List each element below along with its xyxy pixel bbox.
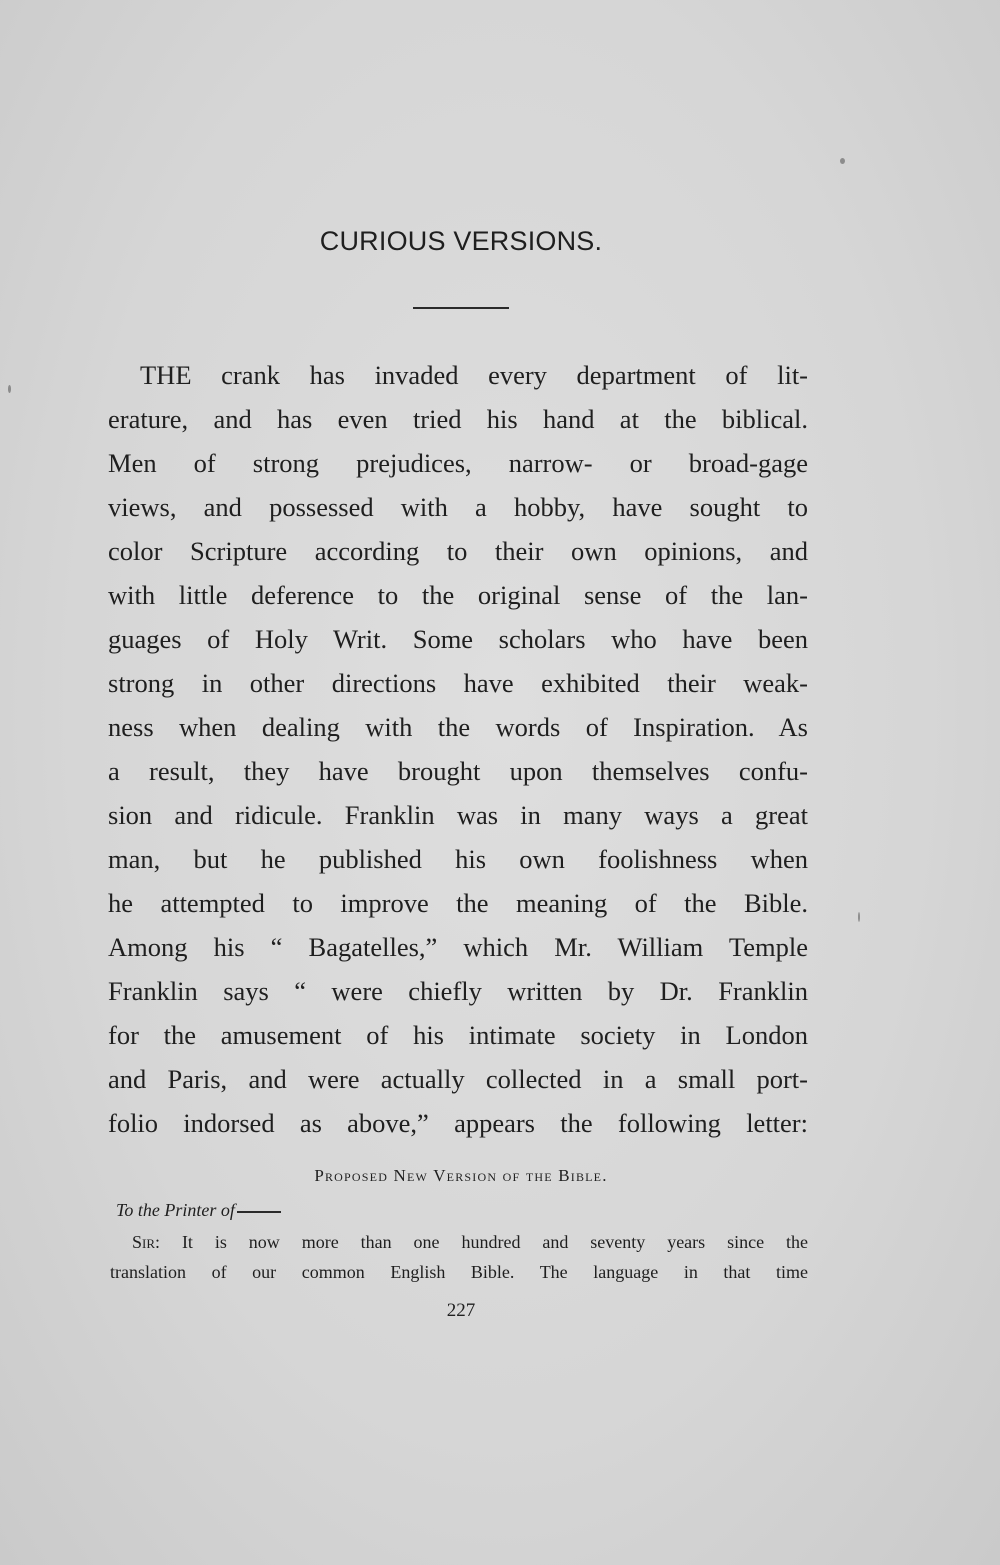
body-line: and Paris, and were actually collected in a small port- bbox=[108, 1064, 808, 1094]
letter-heading: Proposed New Version of the Bible. bbox=[314, 1166, 608, 1185]
chapter-title: CURIOUS VERSIONS. bbox=[319, 226, 603, 256]
body-line: ness when dealing with the words of Inspiration. As bbox=[108, 712, 808, 742]
drop-word: THE bbox=[140, 360, 192, 390]
body-line: guages of Holy Writ. Some scholars who have been bbox=[108, 624, 808, 654]
paper-speck bbox=[858, 912, 860, 922]
letter-line: Sir: It is now more than one hundred and seventy years since the bbox=[132, 1232, 808, 1252]
paper-speck bbox=[8, 385, 11, 393]
body-line: man, but he published his own foolishness when bbox=[108, 844, 808, 874]
body-line: he attempted to improve the meaning of the Bible. bbox=[108, 888, 808, 918]
body-line: a result, they have brought upon themselves confu- bbox=[108, 756, 808, 786]
title-rule bbox=[413, 307, 509, 309]
body-line: Men of strong prejudices, narrow- or broad-gage bbox=[108, 448, 808, 478]
letter-first-word: Sir bbox=[132, 1232, 156, 1252]
body-line: color Scripture according to their own opinions, and bbox=[108, 536, 808, 566]
body-line: Among his “ Bagatelles,” which Mr. William Temple bbox=[108, 932, 808, 962]
letter-salutation: To the Printer of bbox=[116, 1200, 281, 1221]
body-line: strong in other directions have exhibited their weak- bbox=[108, 668, 808, 698]
letter-line: translation of our common English Bible. The language in that time bbox=[110, 1262, 808, 1282]
body-line: erature, and has even tried his hand at the biblical. bbox=[108, 404, 808, 434]
body-paragraph bbox=[108, 353, 808, 1145]
letter-body bbox=[110, 1227, 808, 1287]
body-line: THE crank has invaded every department of lit- bbox=[140, 360, 808, 390]
body-line: for the amusement of his intimate society in London bbox=[108, 1020, 808, 1050]
salutation-dash bbox=[237, 1211, 281, 1213]
page-number: 227 bbox=[446, 1300, 476, 1321]
body-line: with little deference to the original sense of the lan- bbox=[108, 580, 808, 610]
body-line: folio indorsed as above,” appears the following letter: bbox=[108, 1108, 808, 1138]
body-line: sion and ridicule. Franklin was in many ways a great bbox=[108, 800, 808, 830]
body-line: views, and possessed with a hobby, have sought to bbox=[108, 492, 808, 522]
paper-speck bbox=[840, 158, 845, 164]
body-line: Franklin says “ were chiefly written by Dr. Franklin bbox=[108, 976, 808, 1006]
